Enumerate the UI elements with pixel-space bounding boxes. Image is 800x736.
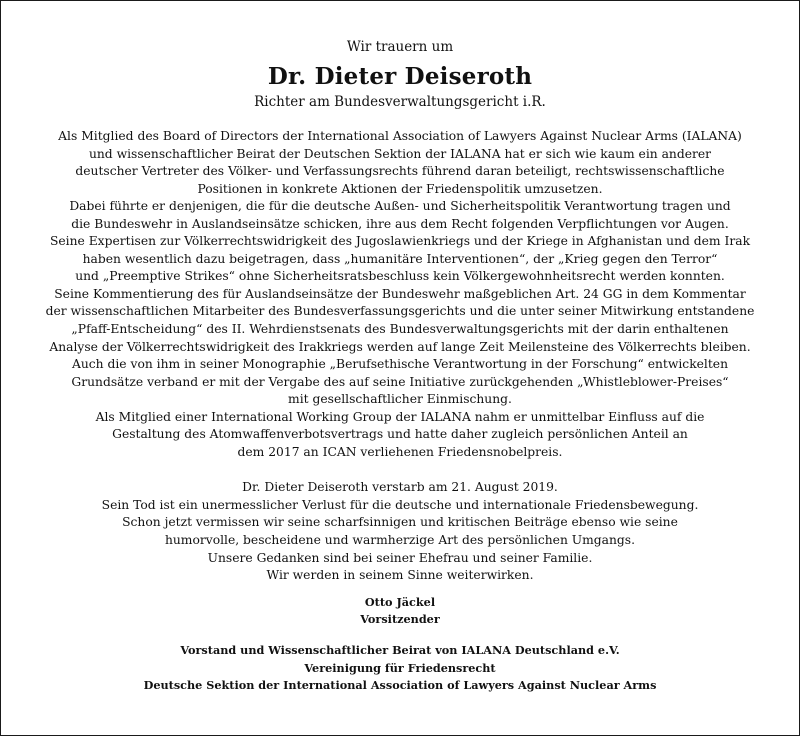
deceased-name: Dr. Dieter Deiseroth <box>267 63 533 90</box>
body-line: humorvolle, bescheidene und warmherzige Art des persönlichen Umgangs. <box>164 533 636 548</box>
body-line: Als Mitglied des Board of Directors der International Association of Lawyers Against Nuclear Arms (IALANA) <box>58 129 742 143</box>
body-line: Seine Kommentierung des für Auslandseinsätze der Bundeswehr maßgeblichen Art. 24 GG in dem Kommentar <box>54 286 746 301</box>
signature-block <box>1 594 799 628</box>
body-line: deutscher Vertreter des Völker- und Verfassungsrechts führend daran beteiligt, rechtswissenschaftliche <box>75 164 725 179</box>
body-line: Positionen in konkrete Aktionen der Friedenspolitik umzusetzen. <box>197 181 603 196</box>
body-line: Analyse der Völkerrechtswidrigkeit des Irakkriegs werden auf lange Zeit Meilensteine des Völkerrechts bleiben. <box>49 339 751 354</box>
body-line: Sein Tod ist ein unermesslicher Verlust für die deutsche und internationale Friedensbewegung. <box>101 497 699 512</box>
body-line: Gestaltung des Atomwaffenverbotsvertrags und hatte daher zugleich persönlichen Anteil an <box>112 427 688 442</box>
signatory-name: Otto Jäckel <box>364 595 436 609</box>
body-line: Grundsätze verband er mit der Vergabe des auf seine Initiative zurückgehenden „Whistleblower-Preises“ <box>71 374 729 389</box>
body-line: Schon jetzt vermissen wir seine scharfsinnigen und kritischen Beiträge ebenso wie seine <box>122 515 678 530</box>
body-line: mit gesellschaftlicher Einmischung. <box>288 392 512 407</box>
body-line: Dabei führte er denjenigen, die für die deutsche Außen- und Sicherheitspolitik Verantwortung tragen und <box>69 199 731 214</box>
body-line: Als Mitglied einer International Working Group der IALANA nahm er unmittelbar Einfluss auf die <box>95 409 705 424</box>
signatory-title: Vorsitzender <box>360 612 440 626</box>
organization-line: Vereinigung für Friedensrecht <box>304 660 496 675</box>
body-line: dem 2017 an ICAN verliehenen Friedensnobelpreis. <box>237 444 563 459</box>
body-line: haben wesentlich dazu beigetragen, dass „humanitäre Interventionen“, der „Krieg gegen den Terror“ <box>82 251 718 266</box>
body-line: und wissenschaftlicher Beirat der Deutschen Sektion der IALANA hat er sich wie kaum ein anderer <box>88 146 712 161</box>
body-line: „Pfaff-Entscheidung“ des II. Wehrdienstsenats des Bundesverwaltungsgerichts mit der darin enthaltenen <box>71 322 729 337</box>
body-line: der wissenschaftlichen Mitarbeiter des Bundesverfassungsgerichts und die unter seiner Mitwirkung entstandene <box>45 304 755 319</box>
organization-line: Vorstand und Wissenschaftlicher Beirat von IALANA Deutschland e.V. <box>180 643 620 657</box>
deceased-role: Richter am Bundesverwaltungsgericht i.R. <box>254 94 546 110</box>
body-line: die Bundeswehr in Auslandseinsätze schicken, ihre aus dem Recht folgenden Verpflichtungen vor Augen. <box>71 216 729 231</box>
body-line: Unsere Gedanken sind bei seiner Ehefrau und seiner Familie. <box>207 550 593 565</box>
body-line: Seine Expertisen zur Völkerrechtswidrigkeit des Jugoslawienkriegs und der Kriege in Afghanistan und dem Irak <box>49 234 751 249</box>
body-line: und „Preemptive Strikes“ ohne Sicherheitsratsbeschluss kein Völkergewohnheitsrecht werden konnten. <box>75 269 725 284</box>
body-line: Dr. Dieter Deiseroth verstarb am 21. August 2019. <box>242 480 558 495</box>
organization-block <box>1 642 799 695</box>
intro-text: Wir trauern um <box>346 39 454 55</box>
body-line: Wir werden in seinem Sinne weiterwirken. <box>266 568 534 583</box>
organization-line: Deutsche Sektion der International Association of Lawyers Against Nuclear Arms <box>143 678 657 692</box>
body-line: Auch die von ihm in seiner Monographie „Berufsethische Verantwortung in der Forschung“ entwickelten <box>71 357 728 372</box>
paragraph-gap <box>1 461 799 479</box>
obituary-body <box>1 128 799 585</box>
